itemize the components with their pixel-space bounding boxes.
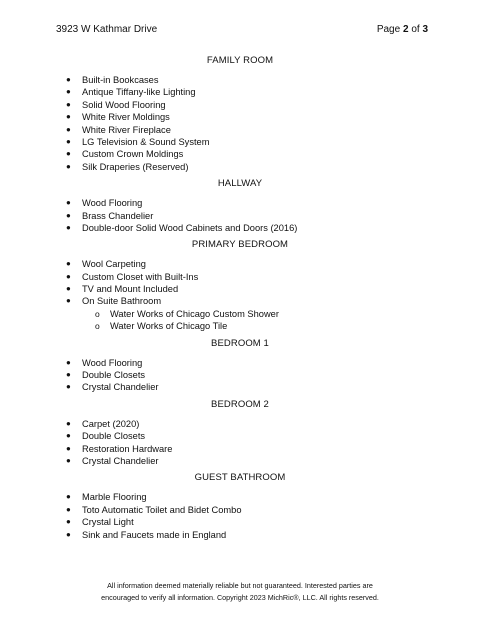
list-item-text: LG Television & Sound System <box>82 136 210 147</box>
list-item-text: Carpet (2020) <box>82 418 140 429</box>
list-item-text: Wool Carpeting <box>82 259 146 270</box>
property-address: 3923 W Kathmar Drive <box>56 24 158 35</box>
list-item <box>0 124 480 136</box>
bullet-icon: ● <box>66 296 71 306</box>
list-item-text: Custom Crown Moldings <box>82 149 184 160</box>
list-item <box>0 504 480 516</box>
hollow-bullet-icon: o <box>95 308 100 319</box>
list-item-text: Crystal Chandelier <box>82 382 159 393</box>
section-title: FAMILY ROOM <box>206 55 274 66</box>
disclaimer-line-1: All information deemed materially reliable but not guaranteed. Interested parties are <box>107 581 373 590</box>
list-item-text: Crystal Light <box>82 517 134 528</box>
bullet-icon: ● <box>66 418 71 428</box>
section-title: GUEST BATHROOM <box>194 472 286 484</box>
bullet-icon: ● <box>66 222 71 232</box>
list-item <box>0 148 480 160</box>
list-item <box>0 99 480 111</box>
bullet-icon: ● <box>66 284 71 294</box>
list-item-text: Wood Flooring <box>82 357 143 368</box>
bullet-icon: ● <box>66 87 71 97</box>
bullet-icon: ● <box>66 382 71 392</box>
list-item-text: Double Closets <box>82 370 146 381</box>
list-item-text: Wood Flooring <box>82 198 143 209</box>
list-item <box>0 443 480 455</box>
list-item-text: Built-in Bookcases <box>82 75 159 85</box>
list-item-text: Brass Chandelier <box>82 210 154 221</box>
section-item-list <box>0 197 480 234</box>
list-item <box>0 271 480 283</box>
list-item-text: Marble Flooring <box>82 492 147 503</box>
list-item <box>0 86 480 98</box>
list-item <box>0 210 480 222</box>
page-of: of <box>411 24 420 35</box>
bullet-icon: ● <box>66 529 71 539</box>
list-item-text: Antique Tiffany-like Lighting <box>82 87 196 98</box>
list-item-text: Toto Automatic Toilet and Bidet Combo <box>82 504 242 515</box>
section-title: BEDROOM 1 <box>211 337 269 349</box>
page-footer <box>0 580 480 603</box>
page-number <box>377 24 428 35</box>
section-item-list <box>0 491 480 541</box>
bullet-icon: ● <box>66 271 71 281</box>
section-item-list <box>0 418 480 468</box>
bullet-icon: ● <box>66 431 71 441</box>
bullet-icon: ● <box>66 198 71 208</box>
list-item-text: Crystal Chandelier <box>82 455 159 466</box>
section-item-list <box>0 258 480 332</box>
bullet-icon: ● <box>66 504 71 514</box>
section-item-list <box>0 357 480 394</box>
bullet-icon: ● <box>66 455 71 465</box>
bullet-icon: ● <box>66 99 71 109</box>
bullet-icon: ● <box>66 370 71 380</box>
page-header <box>56 24 428 35</box>
list-item-text: White River Fireplace <box>82 124 171 135</box>
hollow-bullet-icon: o <box>95 321 100 332</box>
list-item <box>0 283 480 295</box>
bullet-icon: ● <box>66 75 71 84</box>
list-item <box>0 418 480 430</box>
list-item <box>0 491 480 503</box>
list-item-text: Silk Draperies (Reserved) <box>82 161 189 172</box>
bullet-icon: ● <box>66 492 71 502</box>
bullet-icon: ● <box>66 517 71 527</box>
disclaimer-line-2: encouraged to verify all information. Copyright 2023 MichRic®, LLC. All rights reserved. <box>101 592 379 602</box>
bullet-icon: ● <box>66 357 71 367</box>
list-item-text: Double-door Solid Wood Cabinets and Doors (2016) <box>82 222 298 233</box>
section-item-list <box>0 74 480 173</box>
list-item-text: Water Works of Chicago Tile <box>110 321 228 332</box>
page-total: 3 <box>422 24 428 35</box>
bullet-icon: ● <box>66 443 71 453</box>
list-item <box>0 455 480 467</box>
sub-list-item <box>0 308 480 320</box>
list-item-text: Double Closets <box>82 431 146 442</box>
list-item-text: On Suite Bathroom <box>82 296 162 307</box>
list-item-text: Restoration Hardware <box>82 443 173 454</box>
list-item <box>0 197 480 209</box>
bullet-icon: ● <box>66 259 71 269</box>
sub-list-item <box>0 320 480 332</box>
list-item <box>0 516 480 528</box>
list-item <box>0 381 480 393</box>
section-title: PRIMARY BEDROOM <box>191 239 289 251</box>
list-item <box>0 136 480 148</box>
list-item-text: Sink and Faucets made in England <box>82 529 227 540</box>
list-item <box>0 111 480 123</box>
list-item-text: TV and Mount Included <box>82 284 179 295</box>
list-item <box>0 369 480 381</box>
list-item-text: White River Moldings <box>82 112 170 123</box>
list-item <box>0 295 480 307</box>
page-current: 2 <box>402 24 409 35</box>
list-item <box>0 258 480 270</box>
section-title: HALLWAY <box>217 178 263 190</box>
list-item <box>0 222 480 234</box>
list-item <box>0 430 480 442</box>
list-item-text: Custom Closet with Built-Ins <box>82 271 199 282</box>
bullet-icon: ● <box>66 149 71 159</box>
page-label: Page <box>376 24 401 35</box>
bullet-icon: ● <box>66 136 71 146</box>
list-item-text: Solid Wood Flooring <box>82 99 166 110</box>
list-item <box>0 161 480 173</box>
room-features-list <box>0 54 480 545</box>
list-item-text: Water Works of Chicago Custom Shower <box>110 308 279 319</box>
list-item <box>0 529 480 541</box>
list-item <box>0 357 480 369</box>
section-title: BEDROOM 2 <box>211 398 269 410</box>
bullet-icon: ● <box>66 210 71 220</box>
bullet-icon: ● <box>66 112 71 122</box>
bullet-icon: ● <box>66 161 71 171</box>
list-item <box>0 74 480 86</box>
bullet-icon: ● <box>66 124 71 134</box>
